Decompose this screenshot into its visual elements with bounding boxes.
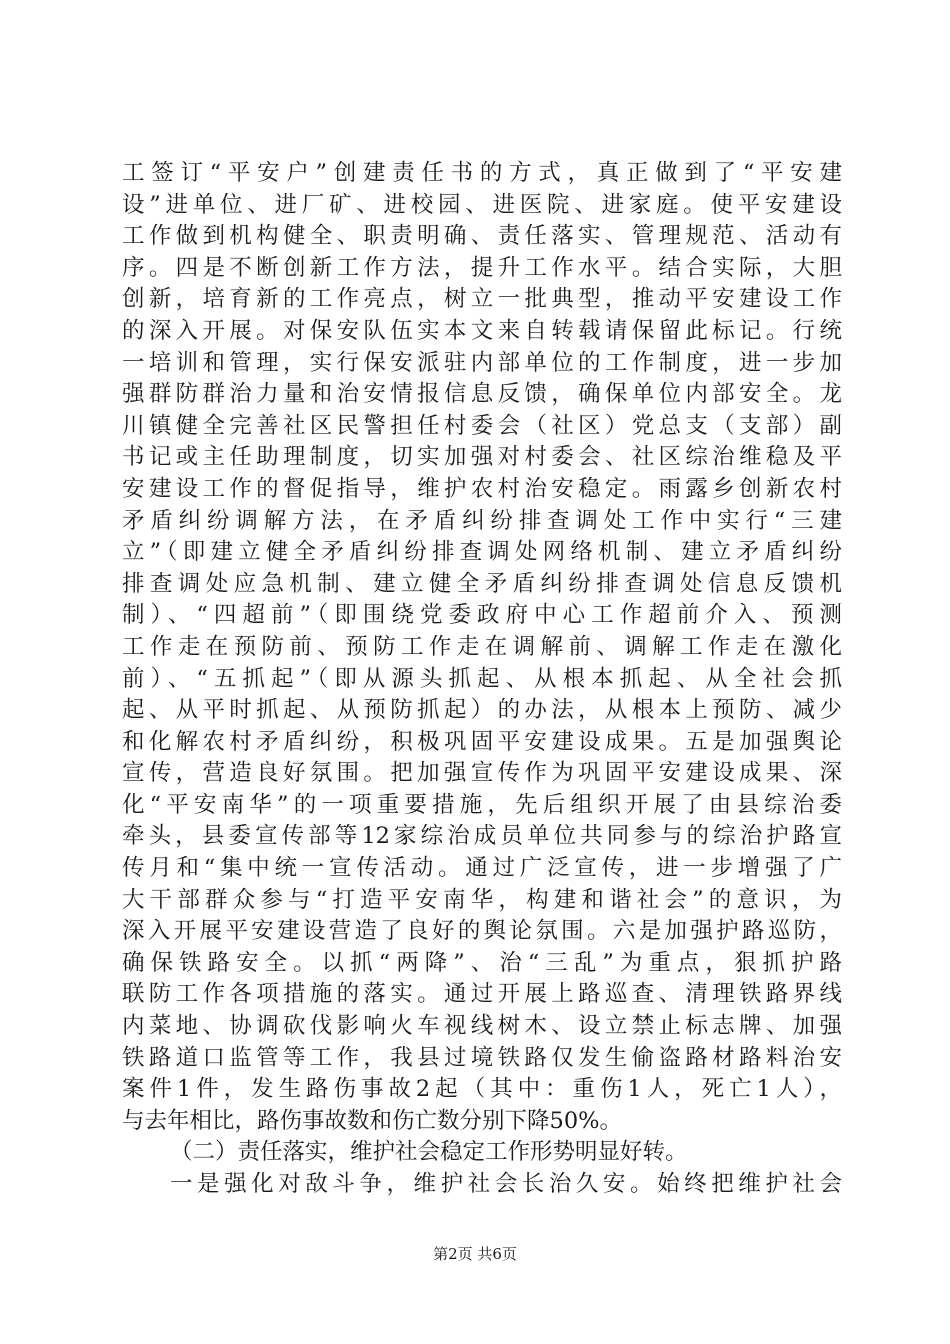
- text-line: 工作走在预防前、预防工作走在调解前、调解工作走在激化: [122, 633, 842, 660]
- text-line: 创新，培育新的工作亮点，树立一批典型，推动平安建设工作: [122, 286, 842, 313]
- text-line: 宣传，营造良好氛围。把加强宣传作为巩固平安建设成果、深: [122, 760, 842, 787]
- text-line: 川镇健全完善社区民警担任村委会（社区）党总支（支部）副: [122, 412, 842, 439]
- text-line: 工作做到机构健全、职责明确、责任落实、管理规范、活动有: [122, 223, 842, 250]
- text-line: 立”（即建立健全矛盾纠纷排查调处网络机制、建立矛盾纠纷: [122, 539, 842, 566]
- text-line: 牵头，县委宣传部等12家综治成员单位共同参与的综治护路宣: [122, 823, 842, 850]
- paragraph-start-line: 一是强化对敌斗争，维护社会长治久安。始终把维护社会: [170, 1171, 842, 1197]
- text-line: 前）、“五抓起”（即从源头抓起、从根本抓起、从全社会抓: [122, 665, 842, 692]
- text-line: 深入开展平安建设营造了良好的舆论氛围。六是加强护路巡防，: [122, 918, 842, 945]
- text-line: 设”进单位、进厂矿、进校园、进医院、进家庭。使平安建设: [122, 191, 842, 218]
- text-line: 排查调处应急机制、建立健全矛盾纠纷排查调处信息反馈机: [122, 570, 842, 597]
- text-line: 矛盾纠纷调解方法，在矛盾纠纷排查调处工作中实行“三建: [122, 507, 842, 534]
- text-line: 化“平安南华”的一项重要措施，先后组织开展了由县综治委: [122, 791, 842, 818]
- text-line: 大干部群众参与“打造平安南华，构建和谐社会”的意识，为: [122, 886, 842, 913]
- text-line: 内菜地、协调砍伐影响火车视线树木、设立禁止标志牌、加强: [122, 1013, 842, 1040]
- text-line: 一培训和管理，实行保安派驻内部单位的工作制度，进一步加: [122, 349, 842, 376]
- body-text: [122, 158, 842, 1201]
- text-line: 确保铁路安全。以抓“两降”、治“三乱”为重点，狠抓护路: [122, 949, 842, 976]
- text-line: 铁路道口监管等工作，我县过境铁路仅发生偷盗路材路料治安: [122, 1044, 842, 1071]
- text-line: 起、从平时抓起、从预防抓起）的办法，从根本上预防、减少: [122, 697, 842, 724]
- text-line: 安建设工作的督促指导，维护农村治安稳定。雨露乡创新农村: [122, 475, 842, 502]
- page-footer: [0, 1244, 950, 1264]
- section-heading: （二）责任落实，维护社会稳定工作形势明显好转。: [170, 1139, 688, 1166]
- text-line: 工签订“平安户”创建责任书的方式，真正做到了“平安建: [122, 160, 842, 186]
- text-line: 联防工作各项措施的落实。通过开展上路巡查、清理铁路界线: [122, 981, 842, 1008]
- text-line: 的深入开展。对保安队伍实本文来自转载请保留此标记。行统: [122, 317, 842, 344]
- text-line: 书记或主任助理制度，切实加强对村委会、社区综治维稳及平: [122, 444, 842, 471]
- text-line: 案件1件，发生路伤事故2起（其中：重伤1人，死亡1人），: [122, 1076, 842, 1103]
- paragraph-end-line: 与去年相比，路伤事故数和伤亡数分别下降50%。: [122, 1107, 623, 1134]
- page-number-label: 第2页 共6页: [433, 1245, 517, 1263]
- text-line: 序。四是不断创新工作方法，提升工作水平。结合实际，大胆: [122, 254, 842, 281]
- text-line: 强群防群治力量和治安情报信息反馈，确保单位内部安全。龙: [122, 381, 842, 408]
- text-line: 传月和“集中统一宣传活动。通过广泛宣传，进一步增强了广: [122, 855, 842, 882]
- text-line: 制）、“四超前”（即围绕党委政府中心工作超前介入、预测: [122, 602, 842, 629]
- text-line: 和化解农村矛盾纠纷，积极巩固平安建设成果。五是加强舆论: [122, 728, 842, 755]
